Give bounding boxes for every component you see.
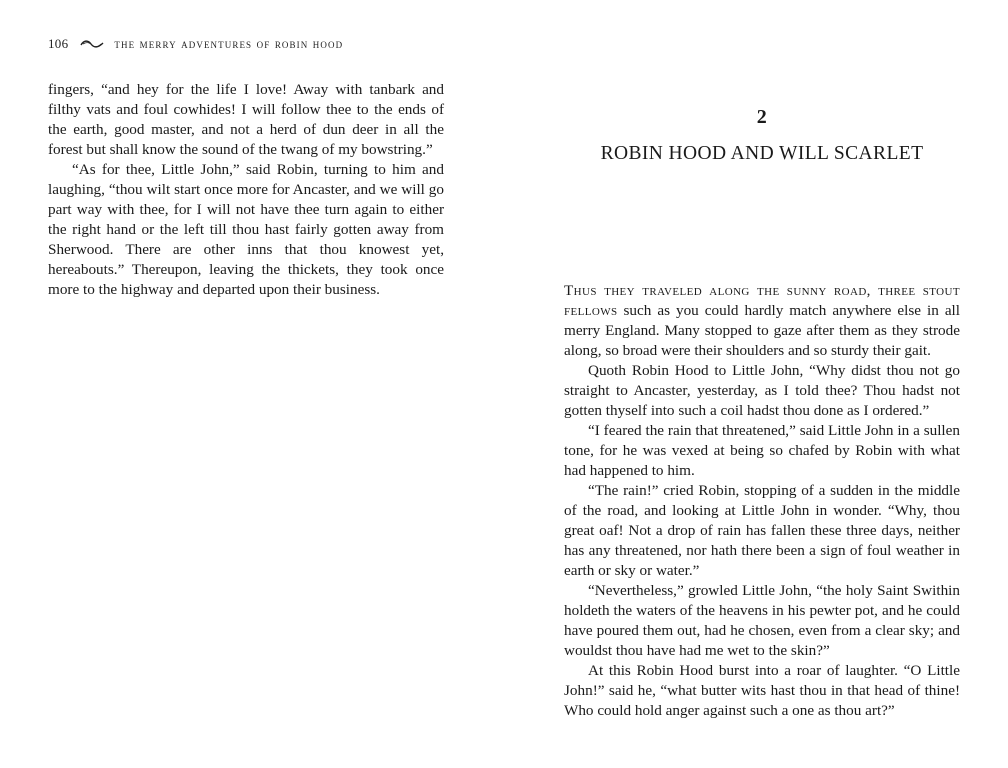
running-head (48, 34, 343, 54)
paragraph: At this Robin Hood burst into a roar of laughter. “O Little John!” said he, “what butter wits hast thou in that head of thine! Who could hold anger against such a one as thou art?” (564, 662, 960, 719)
left-page-text (48, 80, 444, 300)
small-caps-lead-in: Thus they traveled along the sunny road, three stout fellows (564, 282, 960, 319)
swash-ornament-icon (80, 38, 104, 50)
chapter-number: 2 (756, 106, 768, 128)
page-number: 106 (48, 36, 69, 51)
paragraph: Quoth Robin Hood to Little John, “Why didst thou not go straight to Ancaster, yesterday, as I told thee? Thou hadst not gotten thyself into such a coil hadst thou done as I ordered.” (564, 362, 960, 419)
right-page-text (564, 281, 960, 721)
running-head-title: the merry adventures of robin hood (114, 36, 344, 51)
opening-paragraph-rest: such as you could hardly match anywhere else in all merry England. Many stopped to gaze after them as they strode along, so broad were their shoulders and so sturdy their gait. (564, 302, 960, 359)
paragraph: fingers, “and hey for the life I love! Away with tanbark and filthy vats and foul cowhides! I will follow thee to the ends of the earth, good master, and not a herd of dun deer in all the forest but shall know the sound of the twang of my bowstring.” (48, 81, 444, 158)
opening-paragraph (564, 281, 960, 361)
paragraph: “The rain!” cried Robin, stopping of a sudden in the middle of the road, and looking at Little John in wonder. “Why, thou great oaf! Not a drop of rain has fallen these three days, neither has any threatened, nor hath there been a sign of foul weather in earth or sky or water.” (564, 482, 960, 579)
paragraph: “As for thee, Little John,” said Robin, turning to him and laughing, “thou wilt start once more for Ancaster, and we will go part way with thee, for I will not have thee turn again to either the right hand or the left till thou hast fairly gotten away from Sherwood. There are other inns that thou knowest yet, hereabouts.” Thereupon, leaving the thickets, they took once more to the highway and departed upon their business. (48, 161, 444, 298)
paragraph: “Nevertheless,” growled Little John, “the holy Saint Swithin holdeth the waters of the heavens in his pewter pot, and he could have poured them out, had he chosen, even from a clear sky; and wouldst thou have had me wet to the skin?” (564, 582, 960, 659)
chapter-title: ROBIN HOOD AND WILL SCARLET (600, 143, 924, 164)
paragraph: “I feared the rain that threatened,” said Little John in a sullen tone, for he was vexed at being so chafed by Robin with what had happened to him. (564, 422, 960, 479)
